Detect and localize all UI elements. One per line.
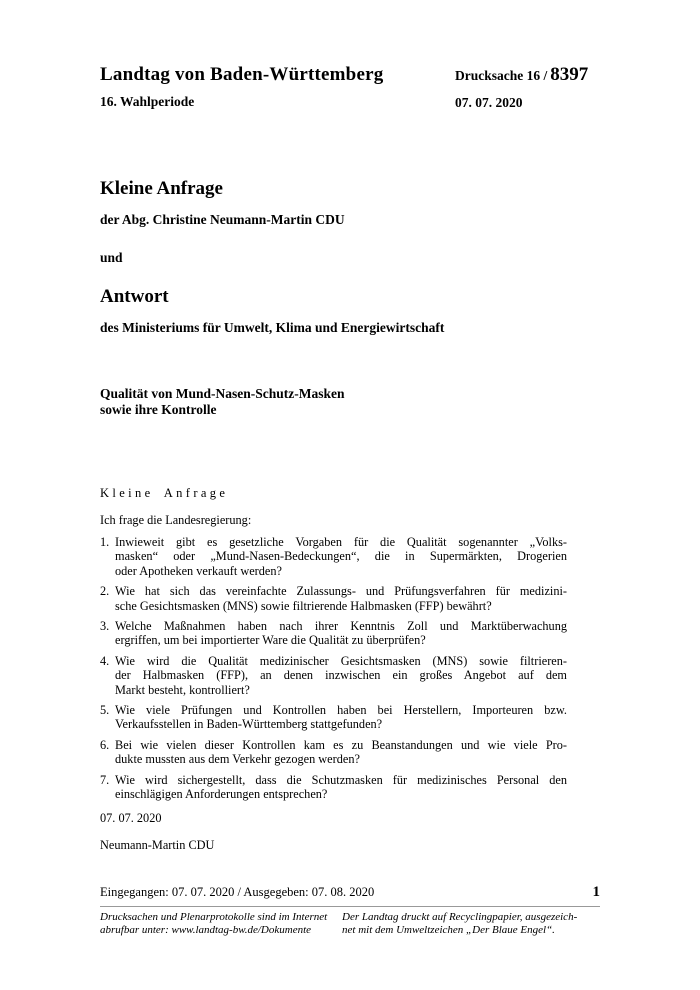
drucksache-label: Drucksache 16 /	[455, 68, 548, 83]
question-line: Welche Maßnahmen haben nach ihrer Kenntnis Zoll und Marktüberwachung	[115, 619, 567, 634]
question-text	[115, 773, 567, 801]
question-number: 5.	[100, 703, 110, 718]
received-line: Eingegangen: 07. 07. 2020 / Ausgegeben: 07. 08. 2020	[100, 885, 375, 899]
question-text	[115, 654, 567, 697]
wahlperiode: 16. Wahlperiode	[100, 94, 195, 109]
question-number: 2.	[100, 584, 110, 599]
questions-list	[100, 535, 567, 801]
question-line: der Halbmasken (FFP), an denen inzwischen ein großes Angebot auf dem	[115, 668, 567, 683]
question-text	[115, 619, 567, 647]
question-text	[115, 584, 567, 612]
question-text	[115, 703, 567, 731]
org-title: Landtag von Baden-Württemberg	[100, 64, 384, 85]
subject-line-2: sowie ihre Kontrolle	[100, 402, 217, 417]
question-item	[100, 654, 567, 697]
sign-date: 07. 07. 2020	[100, 811, 162, 826]
question-number: 3.	[100, 619, 110, 634]
question-line: dukte mussten aus dem Verkehr gezogen werden?	[115, 752, 360, 767]
question-line: Inwieweit gibt es gesetzliche Vorgaben für die Qualität sogenannter „Volks-	[115, 535, 567, 550]
note-line: abrufbar unter: www.landtag-bw.de/Dokumente	[100, 923, 312, 936]
drucksache-line	[455, 64, 588, 87]
question-item	[100, 703, 567, 731]
subject-title	[100, 386, 600, 418]
footer-note-left	[100, 911, 342, 936]
question-line: Wie hat sich das vereinfachte Zulassungs- und Prüfungsverfahren für medizini-	[115, 584, 567, 599]
question-item	[100, 738, 567, 766]
question-line: masken“ oder „Mund-Nasen-Bedeckungen“, die in Supermärkten, Drogerien	[115, 549, 567, 564]
heading-antwort: Antwort	[100, 286, 169, 307]
question-number: 1.	[100, 535, 110, 550]
note-line: Drucksachen und Plenarprotokolle sind im Internet	[100, 911, 328, 923]
question-line: Wie wird sichergestellt, dass die Schutzmasken für medizinisches Personal den	[115, 773, 567, 788]
conjunction: und	[100, 250, 123, 265]
question-line: Markt besteht, kontrolliert?	[115, 682, 250, 697]
footer-notes	[100, 911, 600, 936]
footer-rule	[100, 906, 600, 907]
page-number: 1	[592, 884, 600, 900]
question-line: sche Gesichtsmasken (MNS) sowie filtrierende Halbmasken (FFP) bewährt?	[115, 598, 492, 613]
question-line: Bei wie vielen dieser Kontrollen kam es zu Beanstandungen und wie viele Pro-	[115, 738, 567, 753]
intro-line: Ich frage die Landesregierung:	[100, 513, 252, 527]
question-item	[100, 619, 567, 647]
note-line: Der Landtag druckt auf Recyclingpapier, ausgezeich-	[342, 911, 578, 923]
question-line: Wie wird die Qualität medizinischer Gesichtsmasken (MNS) sowie filtrieren-	[115, 654, 567, 669]
question-item	[100, 584, 567, 612]
header-right	[455, 64, 588, 111]
author-line: der Abg. Christine Neumann-Martin CDU	[100, 212, 345, 227]
question-number: 4.	[100, 654, 110, 669]
received-row	[100, 884, 600, 900]
question-line: ergriffen, um bei importierter Ware die Qualität zu überprüfen?	[115, 633, 426, 648]
ministry-line: des Ministeriums für Umwelt, Klima und Energiewirtschaft	[100, 320, 445, 335]
subject-line-1: Qualität von Mund-Nasen-Schutz-Masken	[100, 386, 345, 401]
question-number: 6.	[100, 738, 110, 753]
question-item	[100, 535, 567, 578]
question-line: Verkaufsstellen in Baden-Württemberg stattgefunden?	[115, 717, 383, 732]
drucksache-date: 07. 07. 2020	[455, 95, 523, 110]
question-number: 7.	[100, 773, 110, 788]
heading-kleine-anfrage: Kleine Anfrage	[100, 178, 223, 199]
question-line: einschlägigen Anforderungen entsprechen?	[115, 787, 328, 802]
question-line: Wie viele Prüfungen und Kontrollen haben bei Herstellern, Importeuren bzw.	[115, 703, 567, 718]
signature-name: Neumann-Martin CDU	[100, 837, 215, 852]
drucksache-number: 8397	[550, 64, 589, 85]
footer	[100, 884, 600, 936]
question-item	[100, 773, 567, 801]
question-text	[115, 535, 567, 578]
footer-note-right	[342, 911, 600, 936]
note-line: net mit dem Umweltzeichen „Der Blaue Engel“.	[342, 923, 555, 936]
question-text	[115, 738, 567, 766]
question-line: oder Apotheken verkauft werden?	[115, 563, 282, 578]
section-heading: Kleine Anfrage	[100, 486, 229, 500]
